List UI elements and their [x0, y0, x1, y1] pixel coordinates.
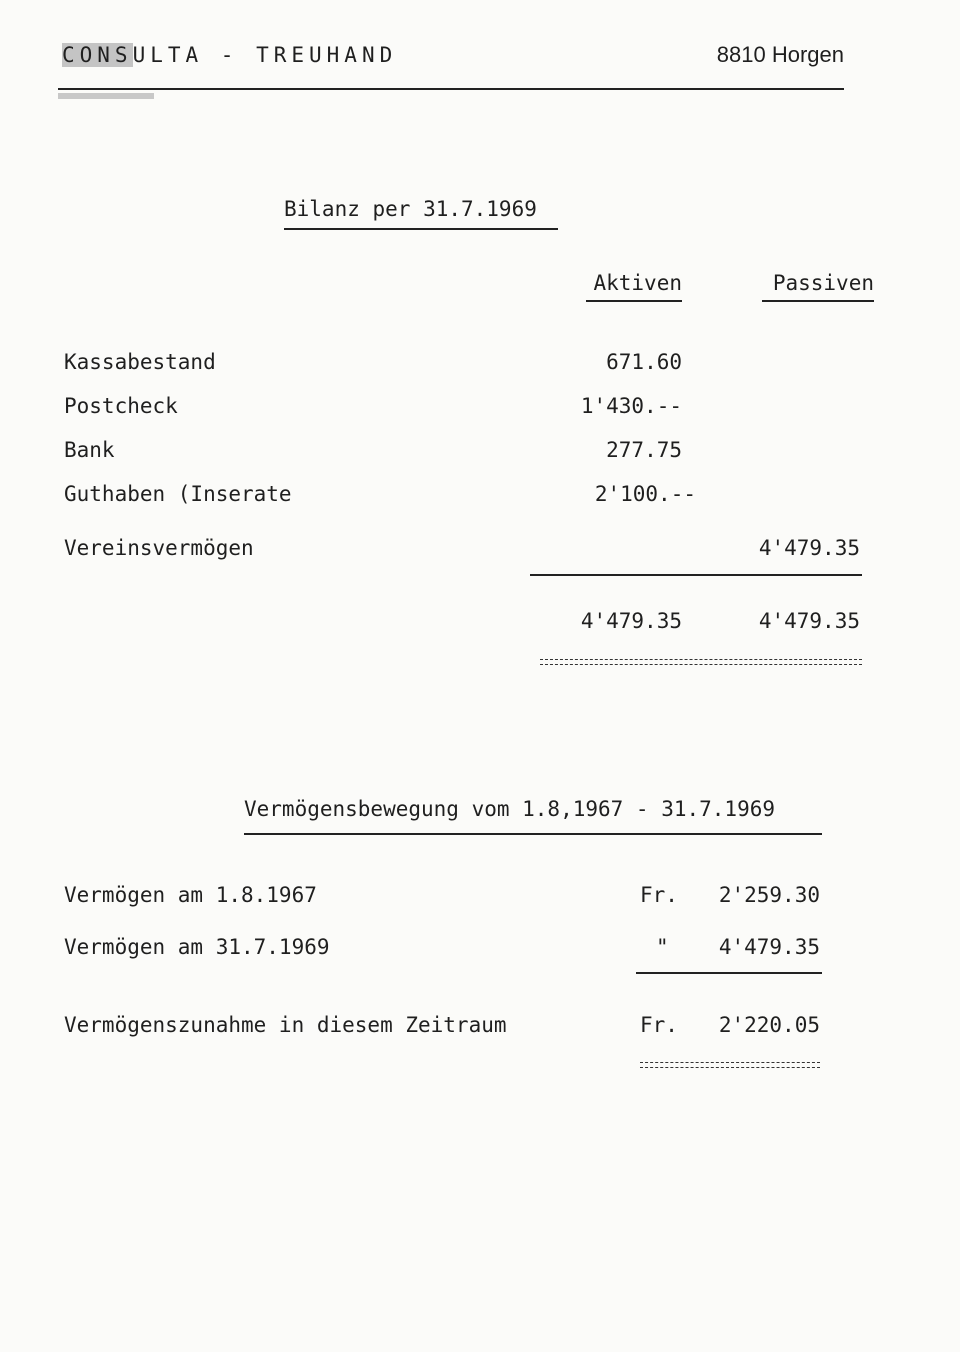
movement-result-currency: Fr. [640, 1013, 678, 1037]
row-assets-bank: 277.75 [606, 438, 682, 462]
movement-amount-end: 4'479.35 [718, 935, 820, 959]
row-assets-postcheck: 1'430.-- [580, 394, 682, 418]
movement-amount-start: 2'259.30 [718, 883, 820, 907]
header-rule [58, 88, 844, 90]
header-smudge [58, 93, 154, 99]
row-label-bank: Bank [64, 438, 115, 462]
movement-sum-rule [636, 972, 822, 974]
movement-result-amount: 2'220.05 [718, 1013, 820, 1037]
firm-name-rest: ULTA - TREUHAND [132, 43, 398, 67]
row-label-postcheck: Postcheck [64, 394, 178, 418]
row-label-cash: Kassabestand [64, 350, 216, 374]
title-underline [284, 228, 558, 230]
firm-name [62, 42, 397, 68]
row-label-equity: Vereinsvermögen [64, 536, 254, 560]
movement-currency-start: Fr. [640, 883, 678, 907]
firm-name-highlight: CONS [62, 43, 133, 67]
movement-title-underline [244, 833, 822, 835]
double-underline [540, 659, 862, 665]
row-label-receivables: Guthaben (Inserate [64, 482, 292, 506]
col-header-liabilities: Passiven [772, 271, 874, 295]
total-liabilities: 4'479.35 [758, 609, 860, 633]
assets-header-underline [586, 300, 682, 302]
movement-result-label: Vermögenszunahme in diesem Zeitraum [64, 1013, 507, 1037]
movement-currency-end: " [656, 935, 669, 959]
movement-label-start: Vermögen am 1.8.1967 [64, 883, 317, 907]
balance-sheet-title: Bilanz per 31.7.1969 [284, 197, 537, 221]
col-header-assets: Aktiven [593, 271, 682, 295]
liabilities-header-underline [762, 300, 874, 302]
total-assets: 4'479.35 [580, 609, 682, 633]
movement-label-end: Vermögen am 31.7.1969 [64, 935, 330, 959]
firm-location: 8810 Horgen [716, 42, 844, 67]
movement-double-underline [640, 1062, 820, 1068]
row-assets-receivables: 2'100.-- [594, 482, 696, 506]
row-liabilities-equity: 4'479.35 [758, 536, 860, 560]
movement-title: Vermögensbewegung vom 1.8,1967 - 31.7.1969 [244, 797, 776, 821]
sum-rule [530, 574, 862, 576]
row-assets-cash: 671.60 [606, 350, 682, 374]
